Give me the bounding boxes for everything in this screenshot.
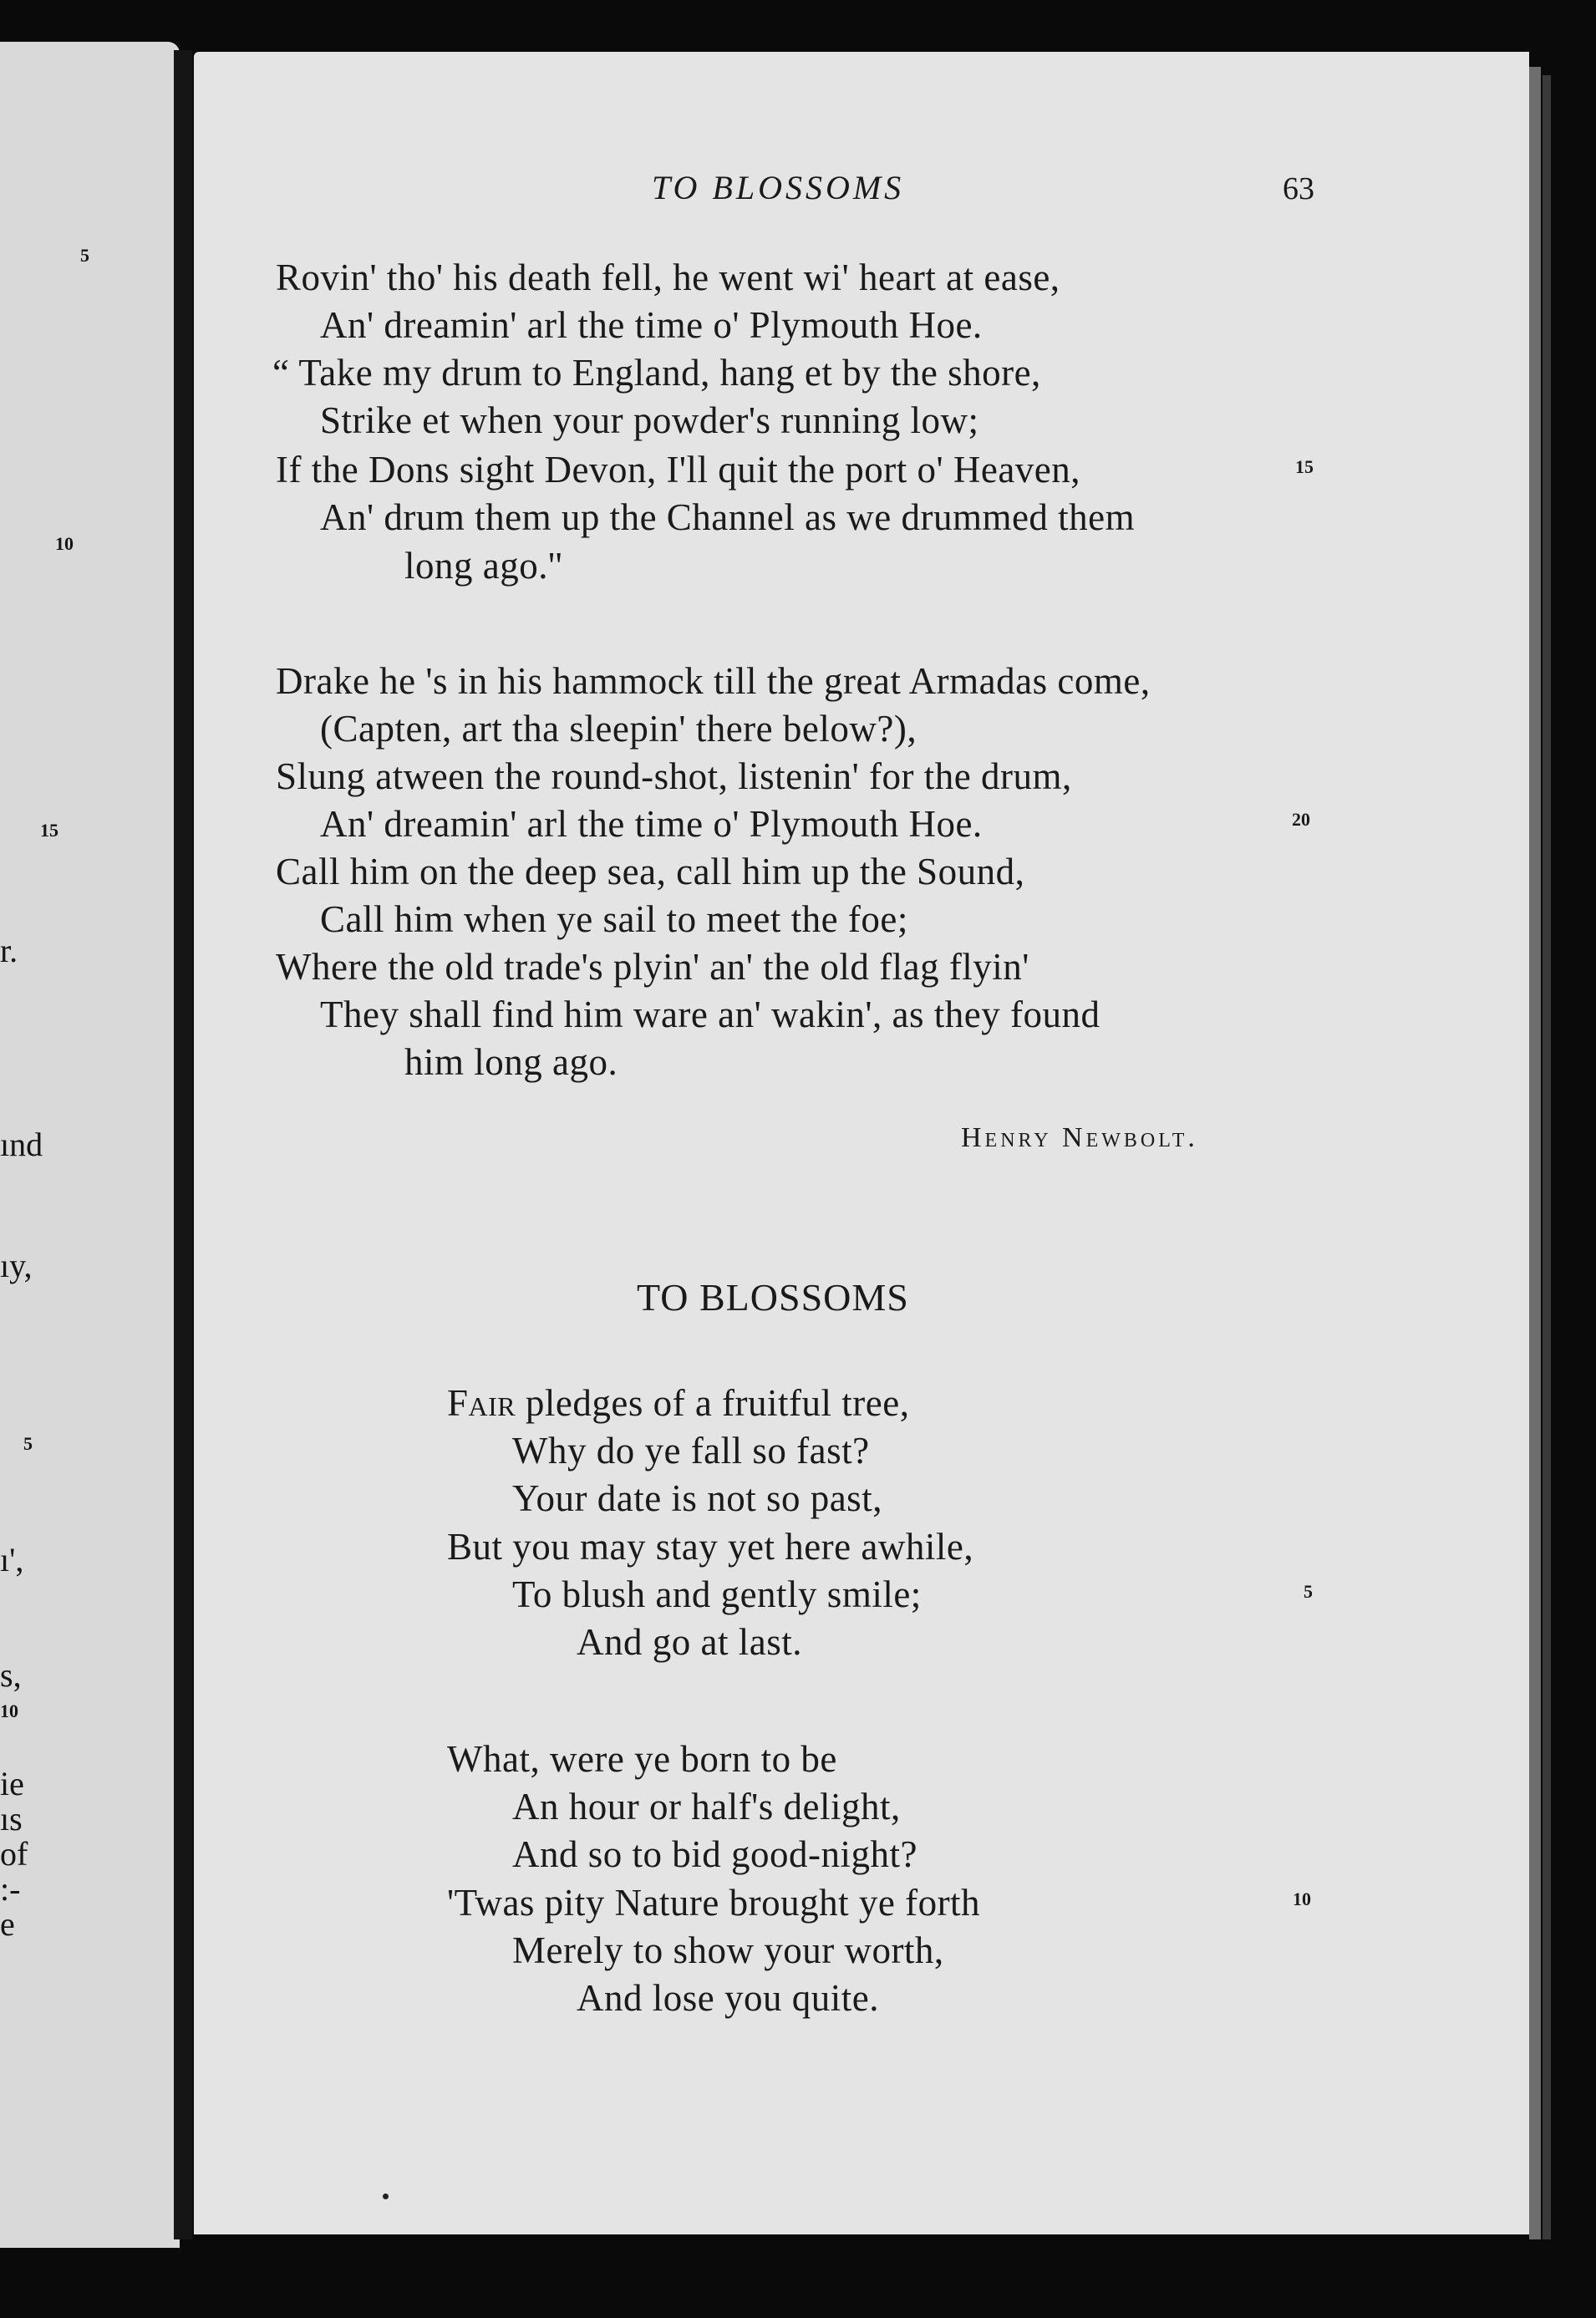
left-fragment: ie — [0, 1765, 24, 1802]
left-fragment: ıy, — [0, 1247, 33, 1284]
verse-line: But you may stay yet here awhile, — [447, 1526, 974, 1568]
left-fragment: e — [0, 1905, 15, 1943]
verse-line: Why do ye fall so fast? — [512, 1430, 870, 1472]
verse-line: And go at last. — [577, 1621, 802, 1663]
verse-line: (Capten, art tha sleepin' there below?), — [320, 708, 917, 750]
verse-line-first — [447, 1382, 910, 1424]
verse-line: What, were ye born to be — [447, 1738, 837, 1780]
left-line-number: 15 — [40, 820, 58, 841]
running-head: TO BLOSSOMS — [652, 169, 905, 206]
verse-line: “ Take my drum to England, hang et by the shore, — [272, 352, 1041, 394]
left-line-number: 10 — [55, 533, 74, 554]
left-fragment: s, — [0, 1656, 22, 1694]
verse-line: And so to bid good-night? — [512, 1833, 917, 1875]
verse-line: An' drum them up the Channel as we drummed them — [320, 496, 1136, 538]
verse-line: Your date is not so past, — [512, 1477, 882, 1519]
verse-line: If the Dons sight Devon, I'll quit the port o' Heaven, — [276, 449, 1081, 491]
verse-line: Call him when ye sail to meet the foe; — [320, 898, 908, 940]
page-edge-shadow — [1543, 75, 1551, 2239]
book-gutter — [174, 50, 192, 2239]
left-fragment: :- — [0, 1870, 21, 1908]
line-number: 5 — [1304, 1581, 1313, 1602]
left-fragment: r. — [0, 932, 18, 969]
verse-line: They shall find him ware an' wakin', as they found — [320, 994, 1100, 1035]
verse-line: long ago.'' — [404, 545, 563, 587]
verse-line: An' dreamin' arl the time o' Plymouth Hoe. — [320, 803, 983, 845]
print-speck — [383, 2193, 389, 2199]
page-number: 63 — [1283, 171, 1314, 206]
left-line-number: 5 — [23, 1433, 33, 1454]
verse-line: Where the old trade's plyin' an' the old flag flyin' — [276, 946, 1029, 988]
verse-line: Strike et when your powder's running low; — [320, 399, 979, 441]
verse-line: 'Twas pity Nature brought ye forth — [447, 1882, 981, 1924]
verse-line: Call him on the deep sea, call him up the Sound, — [276, 851, 1025, 892]
verse-line: Rovin' tho' his death fell, he went wi' heart at ease, — [276, 257, 1060, 298]
left-fragment: of — [0, 1835, 28, 1873]
verse-line-rest: pledges of a fruitful tree, — [516, 1382, 910, 1424]
verse-line: And lose you quite. — [577, 1977, 879, 2019]
verse-line: him long ago. — [404, 1041, 618, 1083]
left-fragment: ı', — [0, 1541, 24, 1578]
line-number: 20 — [1292, 809, 1310, 830]
line-number: 10 — [1293, 1888, 1311, 1909]
initial-word: Fair — [447, 1382, 516, 1424]
left-fragment: ıs — [0, 1800, 23, 1838]
verse-line: Merely to show your worth, — [512, 1929, 944, 1971]
verse-line: To blush and gently smile; — [512, 1573, 922, 1615]
poem-title: TO BLOSSOMS — [637, 1276, 909, 1319]
verse-line: An' dreamin' arl the time o' Plymouth Hoe. — [320, 304, 983, 346]
left-line-number: 10 — [0, 1700, 18, 1721]
verse-line: An hour or half's delight, — [512, 1786, 901, 1827]
line-number: 15 — [1295, 456, 1314, 477]
facing-page-left — [0, 42, 180, 2248]
verse-line: Slung atween the round-shot, listenin' for the drum, — [276, 755, 1072, 797]
author-attribution: Henry Newbolt. — [961, 1122, 1198, 1153]
left-line-number: 5 — [80, 245, 89, 266]
page-edge — [1529, 67, 1541, 2239]
verse-line: Drake he 's in his hammock till the great Armadas come, — [276, 660, 1151, 702]
left-fragment: ınd — [0, 1126, 43, 1163]
